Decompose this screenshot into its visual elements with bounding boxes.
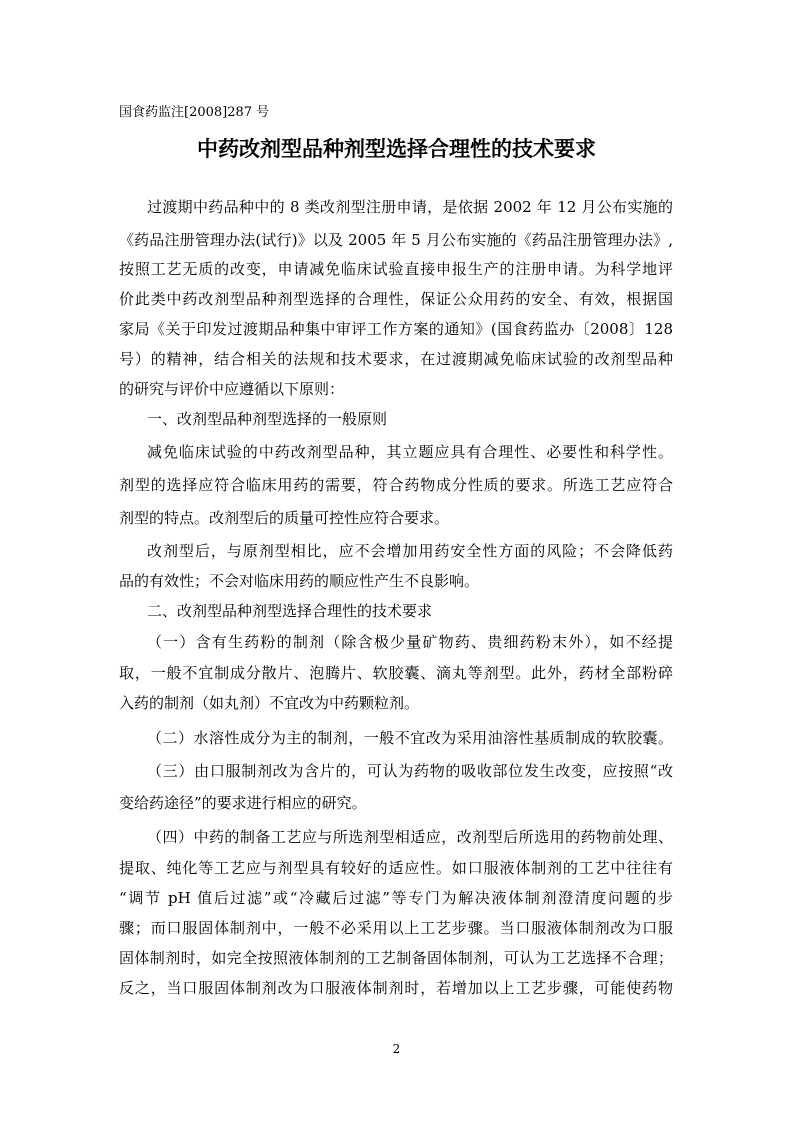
body-line: 改剂型后，与原剂型相比，应不会增加用药安全性方面的风险；不会降低药 [147,542,673,560]
body-line: 剂型的特点。改剂型后的质量可控性应符合要求。 [119,509,450,527]
body-line: 价此类中药改剂型品种剂型选择的合理性，保证公众用药的安全、有效，根据国 [119,290,673,308]
body-line: 家局《关于印发过渡期品种集中审评工作方案的通知》(国食药监办〔2008〕128 [119,320,673,338]
body-line: “调节 pH 值后过滤”或“冷藏后过滤”等专门为解决液体制剂澄清度问题的步 [119,889,673,907]
body-line: 变给药途径”的要求进行相应的研究。 [119,794,367,812]
body-line: 反之，当口服固体制剂改为口服液体制剂时，若增加以上工艺步骤，可能使药物 [119,979,673,997]
body-line: 品的有效性；不会对临床用药的顺应性产生不良影响。 [119,572,480,590]
body-line: 过渡期中药品种中的 8 类改剂型注册申请，是依据 2002 年 12 月公布实施的 [147,198,673,216]
body-line: （一）含有生药粉的制剂（除含极少量矿物药、贵细药粉末外），如不经提 [147,633,673,651]
section-heading: 一、改剂型品种剂型选择的一般原则 [147,410,388,428]
document-number: 国食药监注[2008]287 号 [119,105,270,120]
body-line: （二）水溶性成分为主的制剂，一般不宜改为采用油溶性基质制成的软胶囊。 [147,729,673,747]
body-line: 提取、纯化等工艺应与剂型具有较好的适应性。如口服液体制剂的工艺中往往有 [119,859,673,877]
body-line: 剂型的选择应符合临床用药的需要，符合药物成分性质的要求。所选工艺应符合 [119,476,673,494]
body-line: （四）中药的制备工艺应与所选剂型相适应，改剂型后所选用的药物前处理、 [147,828,673,846]
body-line: 《药品注册管理办法(试行)》以及 2005 年 5 月公布实施的《药品注册管理办法》, [119,231,673,249]
body-line: 的研究与评价中应遵循以下原则： [119,380,345,398]
body-line: 号）的精神，结合相关的法规和技术要求，在过渡期减免临床试验的改剂型品种 [119,350,673,368]
body-line: 骤；而口服固体制剂中，一般不必采用以上工艺步骤。当口服液体制剂改为口服 [119,919,673,937]
page-number: 2 [392,1042,401,1056]
body-line: 取，一般不宜制成分散片、泡腾片、软胶囊、滴丸等剂型。此外，药材全部粉碎 [119,664,673,682]
body-line: 固体制剂时，如完全按照液体制剂的工艺制备固体制剂，可认为工艺选择不合理； [119,949,673,967]
document-title: 中药改剂型品种剂型选择合理性的技术要求 [197,137,596,161]
body-line: 按照工艺无质的改变，申请减免临床试验直接申报生产的注册申请。为科学地评 [119,260,673,278]
body-line: （三）由口服制剂改为含片的，可认为药物的吸收部位发生改变，应按照“改 [147,762,673,780]
section-heading: 二、改剂型品种剂型选择合理性的技术要求 [147,602,433,620]
body-line: 减免临床试验的中药改剂型品种，其立题应具有合理性、必要性和科学性。 [147,443,673,461]
body-line: 入药的制剂（如丸剂）不宜改为中药颗粒剂。 [119,694,420,712]
